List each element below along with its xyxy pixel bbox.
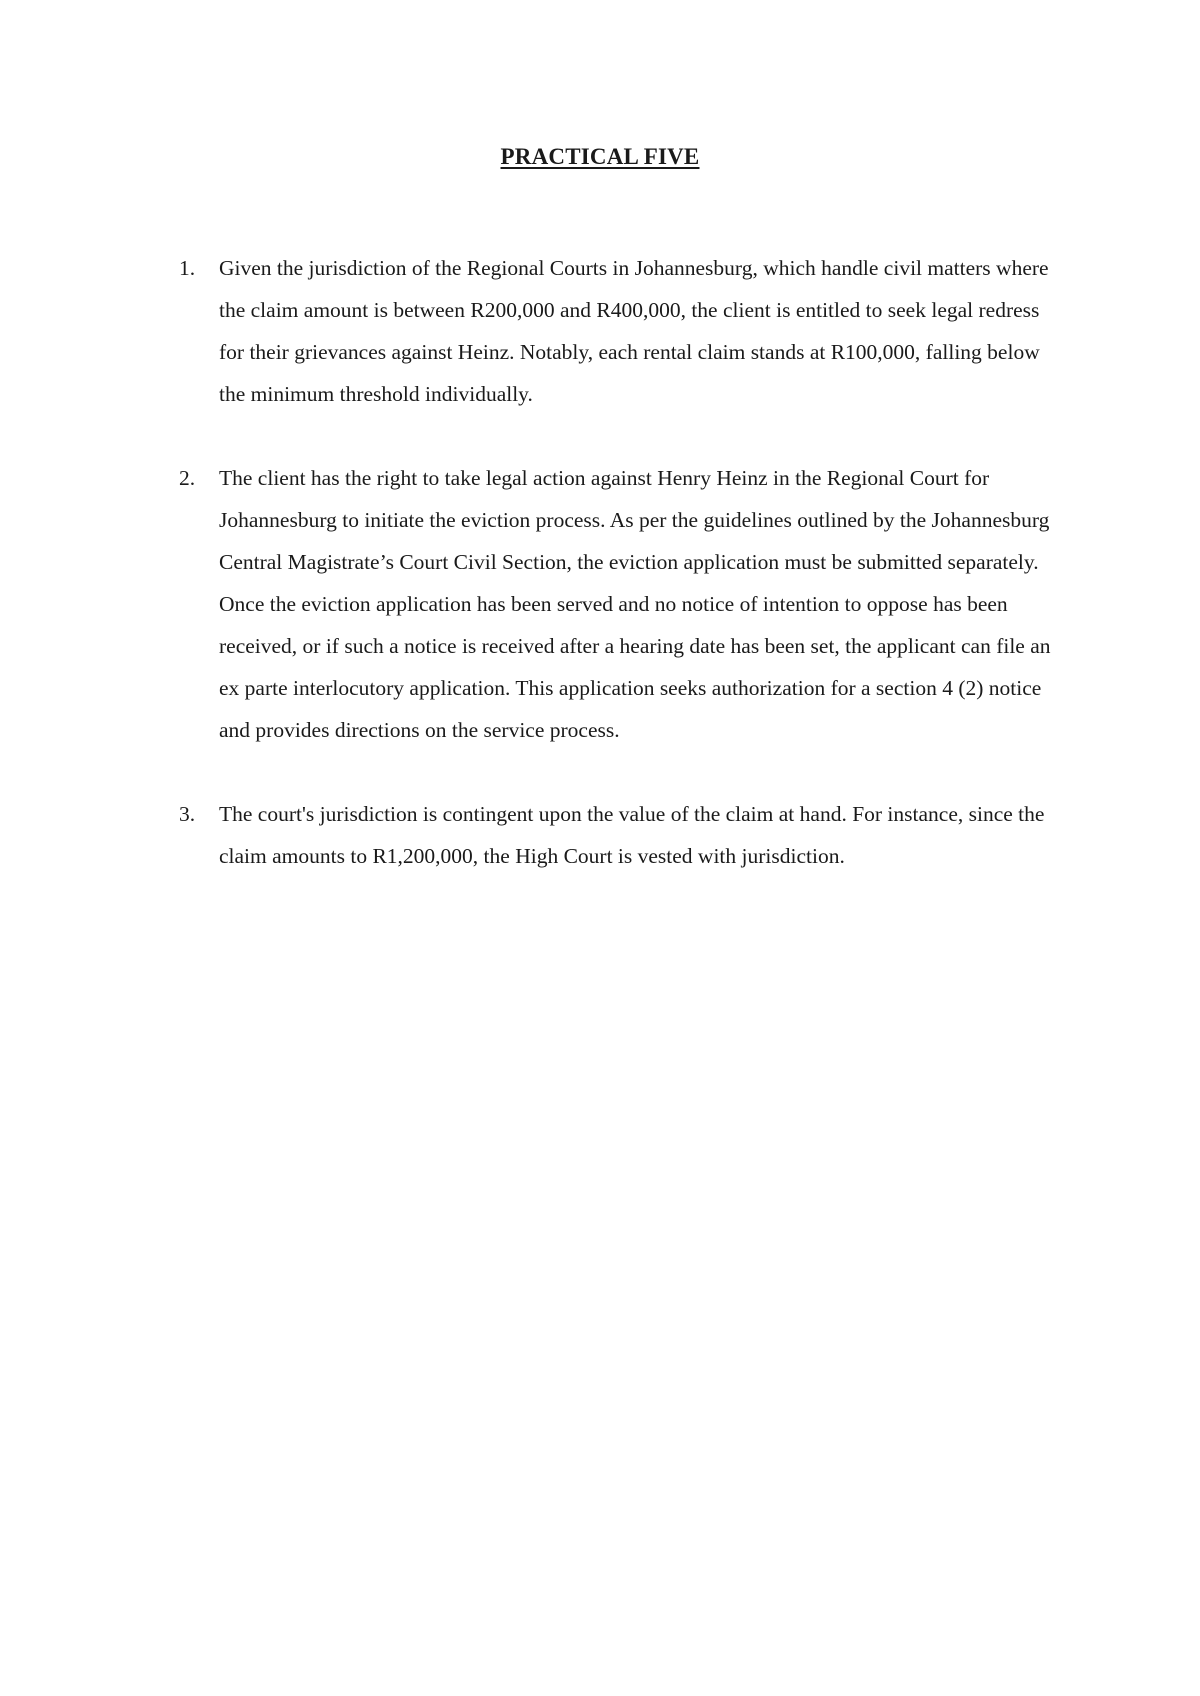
- page-title: PRACTICAL FIVE: [500, 144, 700, 169]
- list-item: [179, 793, 1059, 877]
- list-item-number: 3.: [179, 802, 196, 826]
- list-item-number: 1.: [179, 256, 196, 280]
- numbered-list: [179, 247, 1059, 919]
- list-item: [179, 457, 1059, 751]
- list-item-text: The court's jurisdiction is contingent upon the value of the claim at hand. For instance, since the claim amounts to R1,200,000, the High Court is vested with jurisdiction.: [219, 802, 1045, 868]
- list-item-number: 2.: [179, 466, 196, 490]
- list-item-text: The client has the right to take legal action against Henry Heinz in the Regional Court for Johannesburg to initiate the eviction process. As per the guidelines outlined by the Johannesburg Central Magistrate’s Court Civil Section, the eviction application must be submitted separately. Once the eviction application has been served and no notice of intention to oppose has been received, or if such a notice is received after a hearing date has been set, the applicant can file an ex parte interlocutory application. This application seeks authorization for a section 4 (2) notice and provides directions on the service process.: [219, 466, 1051, 742]
- list-item-text: Given the jurisdiction of the Regional Courts in Johannesburg, which handle civil matters where the claim amount is between R200,000 and R400,000, the client is entitled to seek legal redress for their grievances against Heinz. Notably, each rental claim stands at R100,000, falling below the minimum threshold individually.: [219, 256, 1049, 406]
- list-item: [179, 247, 1059, 415]
